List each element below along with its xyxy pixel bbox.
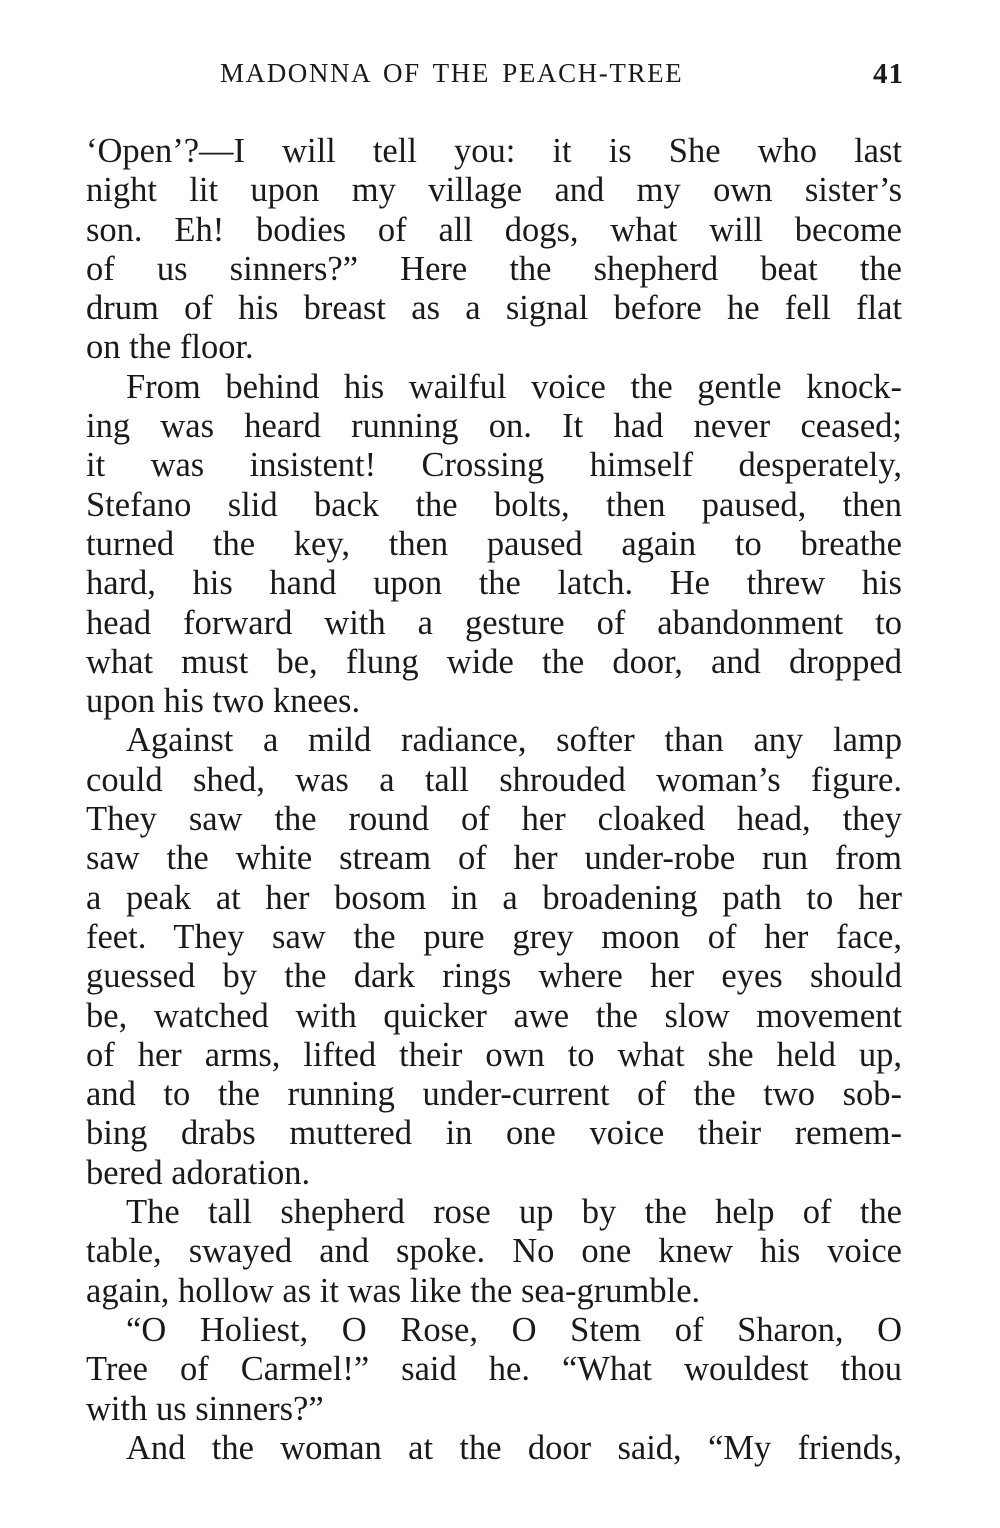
- text-line: son. Eh! bodies of all dogs, what will become: [86, 210, 902, 249]
- text-line: again, hollow as it was like the sea-grumble.: [86, 1271, 701, 1310]
- text-line: upon his two knees.: [86, 682, 361, 721]
- running-head: MADONNA OF THE PEACH-TREE: [220, 58, 684, 88]
- text-line: “O Holiest, O Rose, O Stem of Sharon, O: [126, 1310, 902, 1349]
- text-line: hard, his hand upon the latch. He threw his: [86, 564, 902, 603]
- text-line: ‘Open’?—I will tell you: it is She who last: [86, 132, 902, 170]
- body-text: [86, 132, 902, 1468]
- text-line: night lit upon my village and my own sister’s: [86, 171, 902, 210]
- text-line: a peak at her bosom in a broadening path to her: [86, 878, 902, 917]
- text-line: bered adoration.: [86, 1153, 311, 1192]
- text-line: it was insistent! Crossing himself desperately,: [86, 446, 902, 485]
- text-line: head forward with a gesture of abandonment to: [86, 603, 902, 642]
- text-line: They saw the round of her cloaked head, they: [86, 800, 902, 839]
- text-line: Tree of Carmel!” said he. “What wouldest thou: [86, 1350, 902, 1389]
- text-line: of us sinners?” Here the shepherd beat the: [86, 249, 902, 288]
- text-line: of her arms, lifted their own to what she held up,: [86, 1035, 902, 1074]
- text-line: bing drabs muttered in one voice their remem-: [86, 1114, 902, 1153]
- text-line: Stefano slid back the bolts, then paused, then: [86, 485, 902, 524]
- text-line: table, swayed and spoke. No one knew his voice: [86, 1232, 902, 1271]
- text-line: feet. They saw the pure grey moon of her face,: [86, 917, 902, 956]
- text-line: could shed, was a tall shrouded woman’s figure.: [86, 760, 902, 799]
- text-line: drum of his breast as a signal before he fell flat: [86, 289, 902, 328]
- text-line: ing was heard running on. It had never ceased;: [86, 407, 902, 446]
- text-line: on the floor.: [86, 328, 254, 367]
- text-line: From behind his wailful voice the gentle knock-: [126, 367, 902, 406]
- text-line: And the woman at the door said, “My friends,: [126, 1428, 902, 1467]
- text-line: turned the key, then paused again to breathe: [86, 524, 902, 563]
- text-line: The tall shepherd rose up by the help of the: [126, 1193, 902, 1232]
- text-line: saw the white stream of her under-robe run from: [86, 839, 902, 878]
- page-number: 41: [873, 58, 904, 90]
- page-header: [84, 58, 904, 98]
- text-line: and to the running under-current of the two sob-: [86, 1075, 902, 1114]
- text-line: guessed by the dark rings where her eyes should: [86, 957, 902, 996]
- text-line: be, watched with quicker awe the slow movement: [86, 996, 902, 1035]
- text-line: what must be, flung wide the door, and dropped: [86, 642, 902, 681]
- text-line: Against a mild radiance, softer than any lamp: [126, 721, 902, 760]
- text-line: with us sinners?”: [86, 1389, 324, 1428]
